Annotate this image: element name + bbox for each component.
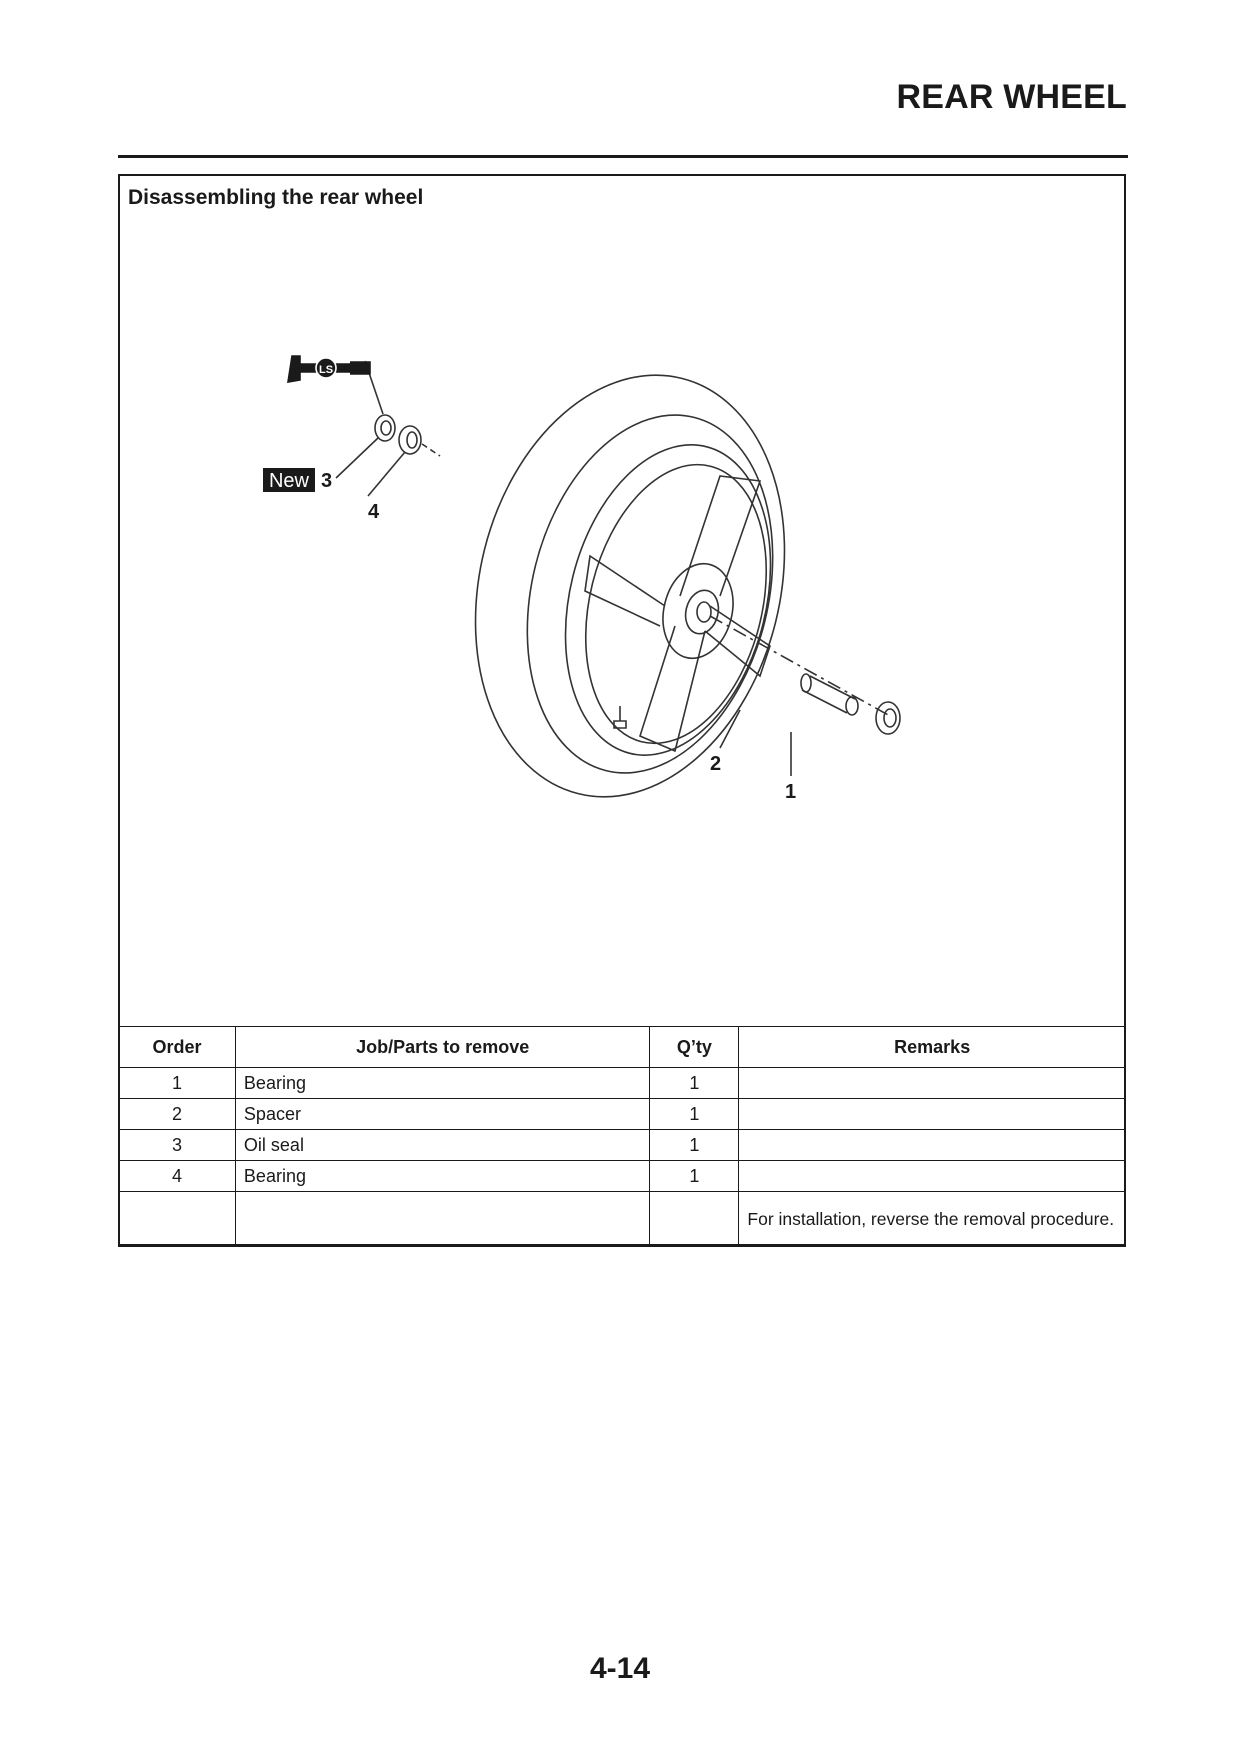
spoke-right: [705, 606, 770, 676]
header-remarks: Remarks: [739, 1027, 1126, 1068]
table-row: [119, 1068, 1126, 1099]
new-badge: New: [268, 470, 310, 492]
row-remarks: [739, 1161, 1126, 1192]
procedure-frame: [118, 174, 1126, 1246]
row-job: Oil seal: [235, 1130, 650, 1161]
spoke-lower: [640, 626, 705, 751]
row-job: Bearing: [235, 1068, 650, 1099]
row-order: 2: [119, 1099, 236, 1130]
callout-2: 2: [710, 753, 722, 775]
table-row: [119, 1192, 1126, 1247]
row-remarks: [739, 1130, 1126, 1161]
header-job: Job/Parts to remove: [235, 1027, 650, 1068]
table-row: [119, 1161, 1126, 1192]
row-order: 3: [119, 1130, 236, 1161]
axle-centerline: [710, 616, 890, 716]
callout-1: 1: [785, 781, 797, 803]
oil-seal-inner: [381, 421, 391, 435]
table-row: [119, 1130, 1126, 1161]
parts-table: [118, 1026, 1126, 1247]
row-order: 1: [119, 1068, 236, 1099]
row-job: [235, 1192, 650, 1247]
row-remarks: [739, 1068, 1126, 1099]
row-job: Spacer: [235, 1099, 650, 1130]
hub-bore: [697, 602, 711, 622]
row-qty: 1: [650, 1130, 739, 1161]
table-row: [119, 1099, 1126, 1130]
row-qty: 1: [650, 1068, 739, 1099]
rim-outer: [535, 423, 802, 777]
spoke-upper: [680, 476, 760, 596]
row-qty: 1: [650, 1161, 739, 1192]
bearing-4-inner: [407, 432, 417, 448]
rear-wheel-exploded-diagram: [120, 176, 1124, 1026]
install-line-bearing-4: [422, 444, 440, 456]
lube-symbol: LS: [318, 364, 334, 376]
page-number: 4-14: [589, 1652, 651, 1685]
row-qty: [650, 1192, 739, 1247]
row-qty: 1: [650, 1099, 739, 1130]
header-rule: [118, 155, 1128, 158]
tire-inner-edge: [491, 389, 808, 799]
oil-seal-outer: [375, 415, 395, 441]
row-remarks: For installation, reverse the removal procedure.: [739, 1192, 1126, 1247]
table-header-row: [119, 1027, 1126, 1068]
valve-stem: [614, 706, 626, 728]
bearing-1-inner: [884, 709, 896, 727]
leader-3: [336, 438, 378, 478]
row-order: 4: [119, 1161, 236, 1192]
tire-outline: [433, 342, 828, 830]
leader-4: [368, 452, 405, 496]
callout-3: 3: [321, 470, 333, 492]
leader-2: [720, 710, 740, 748]
header-order: Order: [119, 1027, 236, 1068]
page-title: REAR WHEEL: [896, 78, 1127, 116]
rim-inner: [558, 445, 794, 762]
section-title: Disassembling the rear wheel: [128, 186, 424, 209]
row-remarks: [739, 1099, 1126, 1130]
row-job: Bearing: [235, 1161, 650, 1192]
spacer-end-right: [846, 697, 858, 715]
spacer-end-left: [801, 674, 811, 692]
row-order: [119, 1192, 236, 1247]
hub-inner: [681, 587, 723, 637]
callout-4: 4: [368, 501, 380, 523]
header-qty: Q’ty: [650, 1027, 739, 1068]
